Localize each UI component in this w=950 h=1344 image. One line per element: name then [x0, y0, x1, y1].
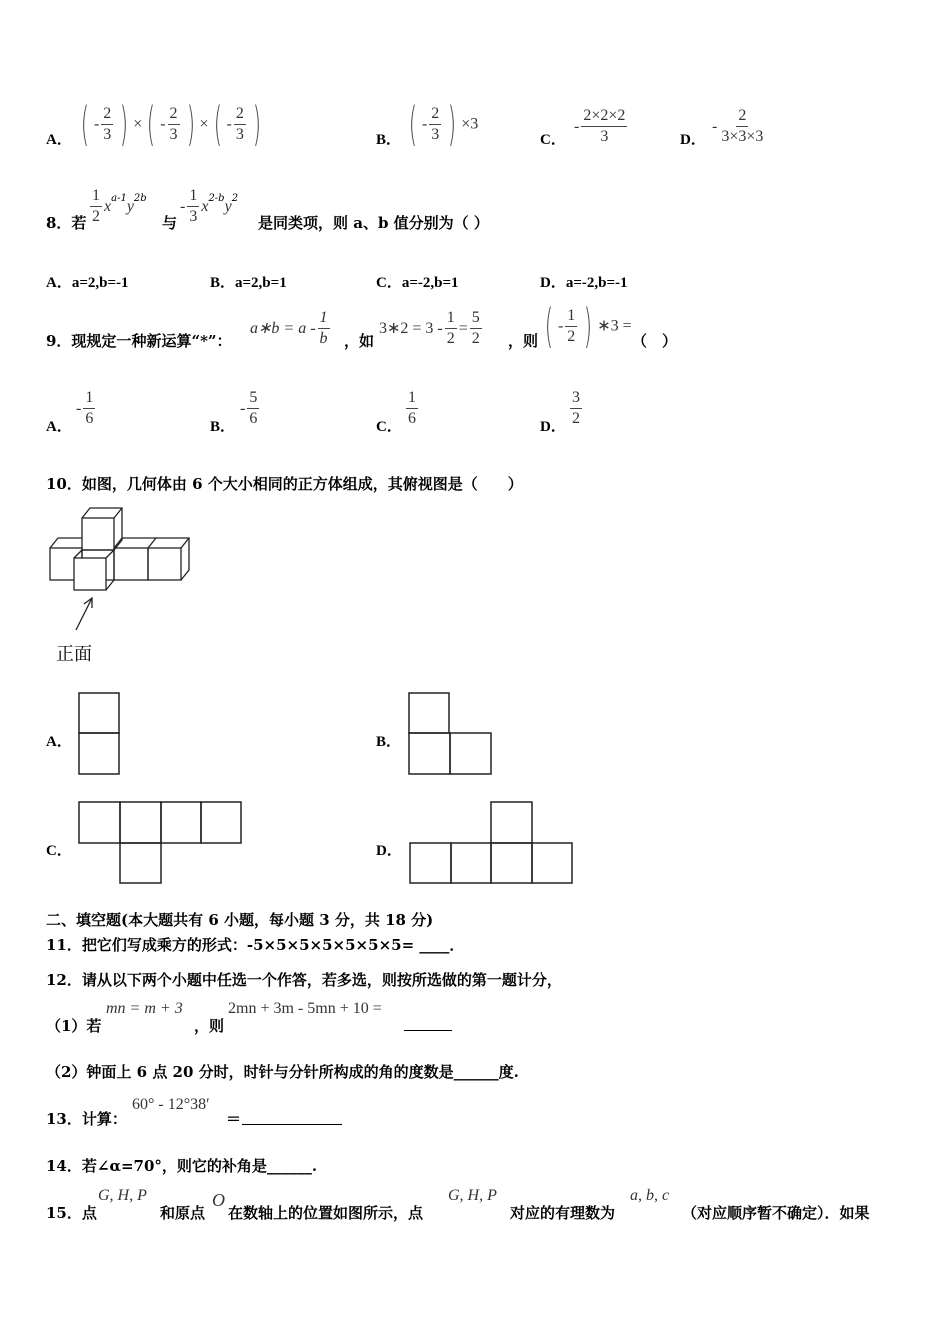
q8-option-a: A．a=2,b=-1 [46, 275, 129, 291]
q12-part2: （2）钟面上 6 点 20 分时，时针与分针所构成的角的度数是______度. [46, 1063, 519, 1081]
q8-term-1: $\frac{1}{2}$ $x^{a-1}y^{2b}$ [92, 187, 147, 225]
q11: 11．把它们写成乘方的形式：-5×5×5×5×5×5×5= ____． [46, 936, 465, 954]
q7-option-a-expression: ( - $\frac{2}{3}$ ) × ( - $\frac{2}{3}$ ) × ( - $\frac{2}{3}$ ) [80, 97, 261, 151]
q13-expression: 60° - 12°38′ [132, 1096, 210, 1113]
q9-answer-paren: （ ） [632, 332, 678, 350]
q7-option-b-label: B． [376, 132, 402, 148]
q13-label: 13．计算： [46, 1110, 127, 1128]
q8-number: 8．若 [46, 214, 87, 232]
q15-points-ghp-2: G, H, P [448, 1187, 497, 1204]
q7-option-c-label: C． [540, 132, 566, 148]
q9-expression: ( - $\frac{1}{2}$ ) ∗3 = [544, 299, 632, 353]
q9-definition: a∗b = a - $\frac{1}{b}$ [250, 309, 328, 347]
q15-points-ghp: G, H, P [98, 1187, 147, 1204]
q9-option-c-value: $\frac{1}{6}$ [408, 389, 416, 427]
q10-front-label: 正面 [56, 644, 92, 665]
q15-he: 和原点 [160, 1204, 206, 1222]
q10-option-c-label: C． [46, 843, 72, 859]
q8-option-b: B．a=2,b=1 [210, 275, 287, 291]
q8-yu: 与 [162, 214, 178, 232]
q14: 14．若∠α=70°，则它的补角是______. [46, 1157, 318, 1175]
q7-option-a-label: A． [46, 132, 72, 148]
q13-equals: ＝ [226, 1110, 242, 1128]
q10-solid-figure [40, 500, 200, 620]
q12-part1-ze: ，则 [194, 1017, 225, 1035]
q10-option-b-label: B． [376, 734, 402, 750]
q15-label: 15．点 [46, 1204, 97, 1222]
q15-origin: O [212, 1190, 225, 1210]
q9-stem: 9．现规定一种新运算“*”： [46, 332, 232, 350]
q13-answer-blank [242, 1106, 342, 1125]
q10-option-c-figure [78, 801, 244, 885]
q12-part1-answer-blank [404, 1012, 452, 1031]
q9-ze: ，则 [508, 332, 539, 350]
q7-option-d-expression: - $\frac{2}{3\times 3\times 3}$ [712, 107, 764, 145]
q8-option-c: C．a=-2,b=1 [376, 275, 459, 291]
q9-option-d-value: $\frac{3}{2}$ [572, 389, 580, 427]
q9-example: 3∗2 = 3 - $\frac{1}{2}$ = $\frac{5}{2}$ [379, 309, 480, 347]
q10-option-d-label: D． [376, 843, 402, 859]
q10-option-b-figure [408, 692, 494, 776]
q12-part1-condition: mn = m + 3 [106, 1000, 183, 1017]
q9-option-a-label: A． [46, 419, 72, 435]
q15-dy: 对应的有理数为 [510, 1204, 616, 1222]
q10-option-a-label: A． [46, 734, 72, 750]
q12-stem: 12．请从以下两个小题中任选一个作答，若多选，则按所选做的第一题计分， [46, 971, 562, 989]
q9-option-b-value: - $\frac{5}{6}$ [240, 389, 258, 427]
q9-option-b-label: B． [210, 419, 236, 435]
q15-abc: a, b, c [630, 1187, 670, 1204]
q9-option-a-value: - $\frac{1}{6}$ [76, 389, 94, 427]
q7-option-b-expression: ( - $\frac{2}{3}$ ) ×3 [408, 97, 479, 151]
q7-option-c-expression: - $\frac{2\times 2\times 2}{3}$ [574, 107, 626, 145]
q8-term-2: - $\frac{1}{3}$ $x^{2-b}y^2$ [180, 187, 239, 225]
q15-mid: 在数轴上的位置如图所示，点 [228, 1204, 424, 1222]
q9-ru: ，如 [344, 332, 375, 350]
q7-option-d-label: D． [680, 132, 706, 148]
q9-option-d-label: D． [540, 419, 566, 435]
q10-stem: 10．如图，几何体由 6 个大小相同的正方体组成，其俯视图是（ ） [46, 475, 523, 493]
q9-option-c-label: C． [376, 419, 402, 435]
q10-option-d-figure [409, 801, 575, 885]
q8-stem-rest: 是同类项，则 a、b 值分别为（ ） [258, 214, 489, 232]
q10-option-a-figure [78, 692, 122, 776]
section-2-heading: 二、填空题(本大题共有 6 小题，每小题 3 分，共 18 分) [46, 911, 434, 929]
q12-part1-label: （1）若 [46, 1017, 102, 1035]
q15-tail: （对应顺序暂不确定）．如果 [682, 1204, 870, 1222]
q12-part1-expression: 2mn + 3m - 5mn + 10 = [228, 1000, 382, 1017]
q8-option-d: D．a=-2,b=-1 [540, 275, 628, 291]
